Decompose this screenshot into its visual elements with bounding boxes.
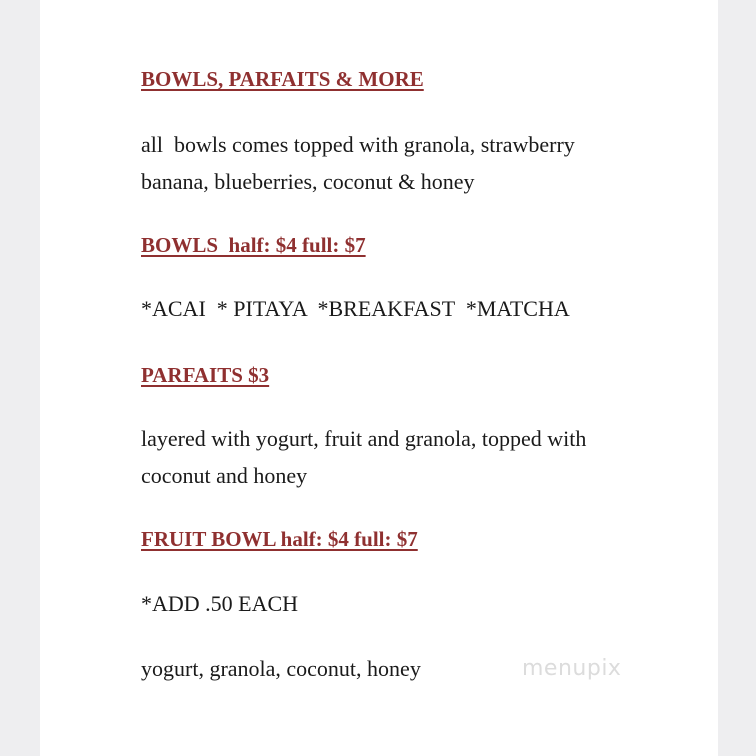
parfaits-line-1: layered with yogurt, fruit and granola, topped with [141, 426, 587, 451]
watermark-logo: menupix [522, 656, 622, 681]
bowls-heading: BOWLS half: $4 full: $7 [141, 233, 366, 257]
intro-line-2: banana, blueberries, coconut & honey [141, 169, 475, 194]
intro-line-1: all bowls comes topped with granola, strawberry [141, 132, 575, 157]
add-on-items: yogurt, granola, coconut, honey [141, 656, 421, 681]
parfaits-line-2: coconut and honey [141, 463, 308, 488]
bowls-flavors: *ACAI * PITAYA *BREAKFAST *MATCHA [141, 296, 570, 321]
fruit-bowl-heading: FRUIT BOWL half: $4 full: $7 [141, 527, 418, 551]
menu-page [40, 0, 718, 756]
add-on-note: *ADD .50 EACH [141, 591, 299, 616]
parfaits-heading: PARFAITS $3 [141, 363, 270, 387]
section-title: BOWLS, PARFAITS & MORE [141, 67, 424, 91]
